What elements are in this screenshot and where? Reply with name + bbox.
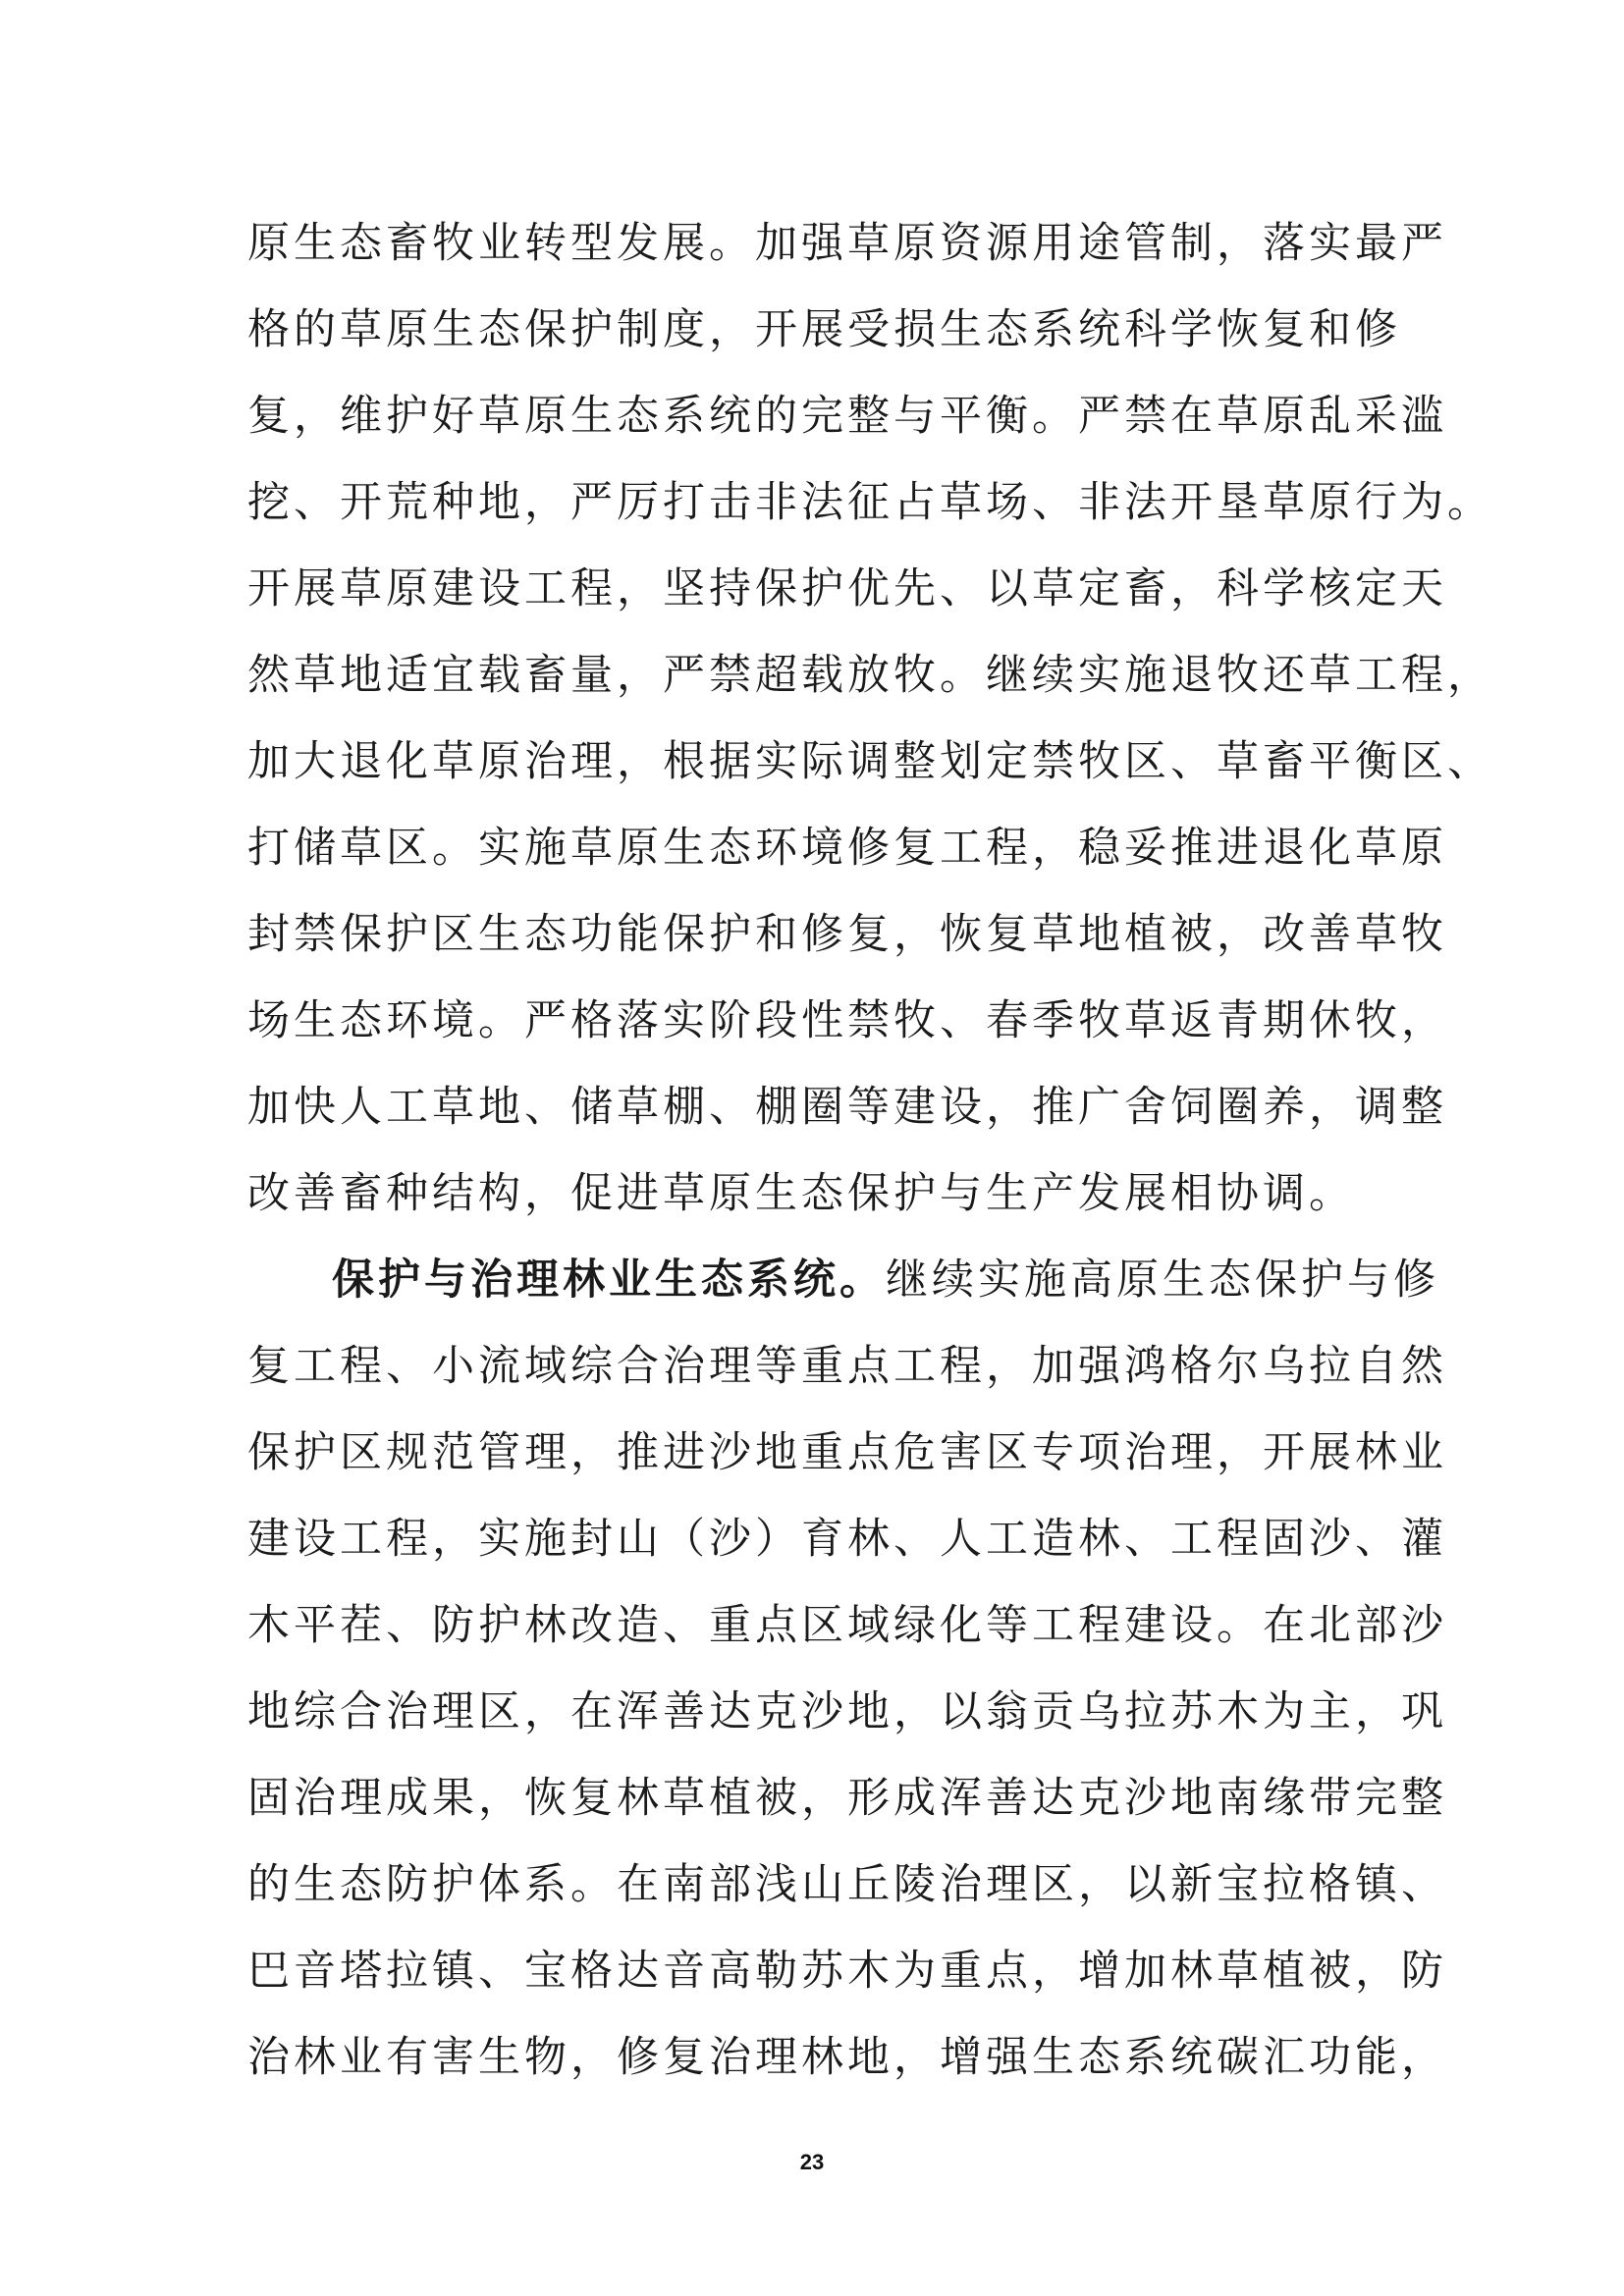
text-line: 复，维护好草原生态系统的完整与平衡。严禁在草原乱采滥 [247, 392, 1447, 441]
text-line: 原生态畜牧业转型发展。加强草原资源用途管制，落实最严 [247, 219, 1447, 268]
text-line: 打储草区。实施草原生态环境修复工程，稳妥推进退化草原 [247, 824, 1447, 873]
text-line: 巴音塔拉镇、宝格达音高勒苏木为重点，增加林草植被，防 [247, 1947, 1447, 1996]
section-heading: 保护与治理林业生态系统。 [332, 1255, 886, 1305]
paragraph-grassland [247, 200, 1493, 1237]
text-line: 治林业有害生物，修复治理林地，增强生态系统碳汇功能， [247, 2033, 1447, 2082]
text-line: 复工程、小流域综合治理等重点工程，加强鸿格尔乌拉自然 [247, 1342, 1447, 1391]
text-line: 改善畜种结构，促进草原生态保护与生产发展相协调。 [247, 1169, 1355, 1218]
text-line: 木平茬、防护林改造、重点区域绿化等工程建设。在北部沙 [247, 1601, 1447, 1650]
text-line: 场生态环境。严格落实阶段性禁牧、春季牧草返青期休牧， [247, 996, 1447, 1045]
text-line: 建设工程，实施封山（沙）育林、人工造林、工程固沙、灌 [247, 1515, 1447, 1564]
text-line: 挖、开荒种地，严厉打击非法征占草场、非法开垦草原行为。 [247, 478, 1493, 527]
text-line-first [247, 1237, 1439, 1323]
heading-line-rest: 继续实施高原生态保护与修 [886, 1255, 1439, 1305]
text-line: 固治理成果，恢复林草植被，形成浑善达克沙地南缘带完整 [247, 1774, 1447, 1823]
page-number: 23 [799, 2150, 825, 2174]
text-line: 封禁保护区生态功能保护和修复，恢复草地植被，改善草牧 [247, 910, 1447, 959]
text-line: 保护区规范管理，推进沙地重点危害区专项治理，开展林业 [247, 1428, 1447, 1477]
text-line: 加大退化草原治理，根据实际调整划定禁牧区、草畜平衡区、 [247, 737, 1493, 786]
paragraph-forestry [247, 1237, 1447, 2101]
body-text [247, 200, 1493, 2101]
text-line: 加快人工草地、储草棚、棚圈等建设，推广舍饲圈养，调整 [247, 1083, 1447, 1132]
text-line: 地综合治理区，在浑善达克沙地，以翁贡乌拉苏木为主，巩 [247, 1687, 1447, 1736]
text-line: 开展草原建设工程，坚持保护优先、以草定畜，科学核定天 [247, 564, 1447, 614]
text-line: 格的草原生态保护制度，开展受损生态系统科学恢复和修 [247, 305, 1401, 354]
text-line: 然草地适宜载畜量，严禁超载放牧。继续实施退牧还草工程， [247, 651, 1493, 700]
text-line: 的生态防护体系。在南部浅山丘陵治理区，以新宝拉格镇、 [247, 1860, 1447, 1909]
